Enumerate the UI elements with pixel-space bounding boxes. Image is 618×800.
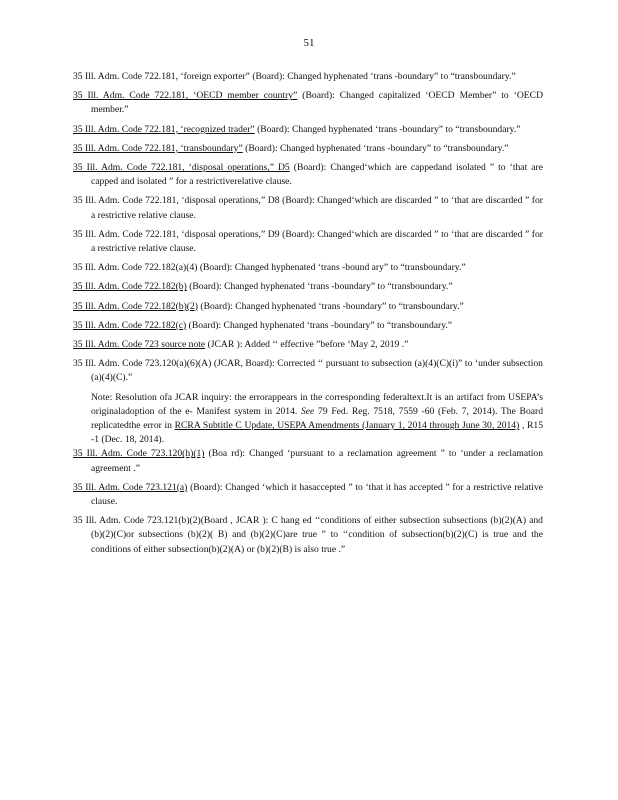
entry-change-description: (JCAR, Board): Corrected ‘‘ pursuant to subsection (a)(4)(C)(i)” to ‘under subsection (a)(4)(C).”: [91, 358, 543, 384]
entry-change-description: (JCAR ): Added ‘‘ effective ”before ‘May 2, 2019 .”: [205, 339, 409, 351]
entry-change-description: (Board): Changed hyphenated ‘trans -boundary” to “transboundary.”: [242, 142, 509, 154]
entry-citation: 35 Ill. Adm. Code 722.181, ‘recognized trader”: [73, 123, 255, 135]
note-docket-reference: RCRA Subtitle C Update, USEPA Amendments (January 1, 2014 through June 30, 2014): [174, 420, 520, 432]
entry-change-description: (Board): Changed hyphenated ‘trans -boundary” to “transboundary.”: [254, 123, 521, 135]
errata-entry: [73, 300, 543, 314]
entry-change-description: (Board): Changed hyphenated ‘trans -boundary” to “transboundary.”: [197, 300, 464, 312]
entry-text: [73, 357, 543, 385]
errata-entry: [73, 123, 543, 137]
entry-text: [73, 142, 543, 156]
entry-change-description: (Board): Changed capitalized ‘OECD Member” to ‘OECD member.”: [91, 90, 543, 116]
note-see-signal: See: [301, 405, 315, 417]
entry-text: [73, 447, 543, 475]
entry-change-description: (Board): Changed hyphenated ‘trans -boundary” to “transboundary.”: [249, 71, 516, 82]
entry-change-description: (Board): Changed‘which are discarded ” to ‘that are discarded ” for a restrictive relative clause.: [91, 228, 543, 255]
entry-text: [73, 194, 543, 222]
entry-citation: 35 Ill. Adm. Code 723 source note: [73, 339, 206, 351]
entry-text: [73, 161, 543, 189]
errata-entry: [73, 280, 543, 294]
entry-text: [73, 261, 543, 275]
jcar-note: [73, 391, 543, 448]
entry-citation: 35 Ill. Adm. Code 722.181, ‘disposal operations,” D8: [73, 195, 280, 207]
entry-citation: 35 Ill. Adm. Code 722.181, ‘foreign exporter”: [73, 71, 250, 82]
errata-list: [73, 70, 543, 562]
entry-text: [73, 338, 543, 352]
errata-entry: [73, 261, 543, 275]
entry-text: [73, 70, 543, 84]
errata-entry: [73, 357, 543, 385]
entry-change-description: (Board): Changed‘which are cappedand isolated ” to ‘that are capped and isolated ” for a restrictiverelative clause.: [91, 162, 543, 188]
entry-change-description: (Board): Changed‘which are discarded ” to ‘that are discarded ” for a restrictive relative clause.: [91, 195, 543, 221]
entry-citation: 35 Ill. Adm. Code 722.181, ‘disposal operations,” D5: [73, 162, 290, 174]
errata-entry: [73, 514, 543, 557]
entry-change-description: (Boa rd): Changed ‘pursuant to a reclamation agreement ” to ‘under a reclamation agreement .”: [91, 448, 543, 474]
entry-change-description: (Board): Changed hyphenated ‘trans -boundary” to “transboundary.”: [186, 319, 453, 331]
entry-citation: 35 Ill. Adm. Code 722.182(a)(4): [73, 262, 198, 274]
errata-entry: [73, 319, 543, 333]
entry-citation: 35 Ill. Adm. Code 723.120(a)(6)(A): [73, 358, 212, 370]
entry-citation: 35 Ill. Adm. Code 722.182(c): [73, 319, 187, 331]
entry-citation: 35 Ill. Adm. Code 723.121(a): [73, 481, 188, 493]
errata-entry: [73, 194, 543, 222]
errata-entry: [73, 89, 543, 117]
entry-text: [73, 89, 543, 117]
errata-entry: [73, 228, 543, 256]
errata-entry: [73, 142, 543, 156]
entry-citation: 35 Ill. Adm. Code 723.121(b)(2): [73, 515, 201, 527]
entry-change-description: (Board): Changed ‘which it hasaccepted ” to ‘that it has accepted ” for a restrictive relative clause.: [91, 481, 543, 508]
entry-citation: 35 Ill. Adm. Code 722.182(b): [73, 281, 187, 293]
errata-entry: [73, 447, 543, 475]
errata-entry: [73, 70, 543, 84]
page-number: 51: [303, 37, 315, 49]
entry-text: [73, 280, 543, 294]
errata-entry: [73, 481, 543, 509]
entry-citation: 35 Ill. Adm. Code 722.181, ‘disposal operations,” D9: [73, 228, 280, 240]
note-text: 79 Fed. Reg. 7518, 7559 -60 (Feb. 7, 2014). The Board replicatedthe error in: [91, 405, 543, 432]
note-text: , R15 -1 (Dec. 18, 2014).: [91, 420, 543, 446]
entry-text: [73, 514, 543, 557]
entry-citation: 35 Ill. Adm. Code 722.182(b)(2): [73, 300, 198, 312]
entry-text: [73, 300, 543, 314]
entry-citation: 35 Ill. Adm. Code 723.120(h)(1): [73, 448, 205, 460]
entry-text: [73, 319, 543, 333]
note-text: Note: Resolution ofa JCAR inquiry: the errorappears in the corresponding federaltext.It is an artifact from USEPA’s originaladoption of the e- Manifest system in 2014.: [91, 391, 543, 417]
entry-text: [73, 481, 543, 509]
entry-citation: 35 Ill. Adm. Code 722.181, ‘OECD member country”: [73, 90, 298, 102]
errata-entry: [73, 161, 543, 189]
entry-change-description: (Board , JCAR ): C hang ed ‘‘conditions of either subsection subsections (b)(2)(A) and (b)(2)(C)or subsections (b)(2)( B) and (b)(2)(C)are true ” to ‘‘condition of subsection(b)(2)(C) is true and the conditions of either subsection(b)(2)(A) or (b)(2)(B) is also true .”: [91, 515, 543, 555]
entry-change-description: (Board): Changed hyphenated ‘trans -bound ary” to “transboundary.”: [197, 262, 466, 274]
entry-change-description: (Board): Changed hyphenated ‘trans -boundary” to “transboundary.”: [186, 281, 453, 293]
entry-citation: 35 Ill. Adm. Code 722.181, ‘transboundary”: [73, 142, 243, 154]
entry-text: [73, 228, 543, 256]
entry-text: [73, 123, 543, 137]
errata-entry: [73, 338, 543, 352]
